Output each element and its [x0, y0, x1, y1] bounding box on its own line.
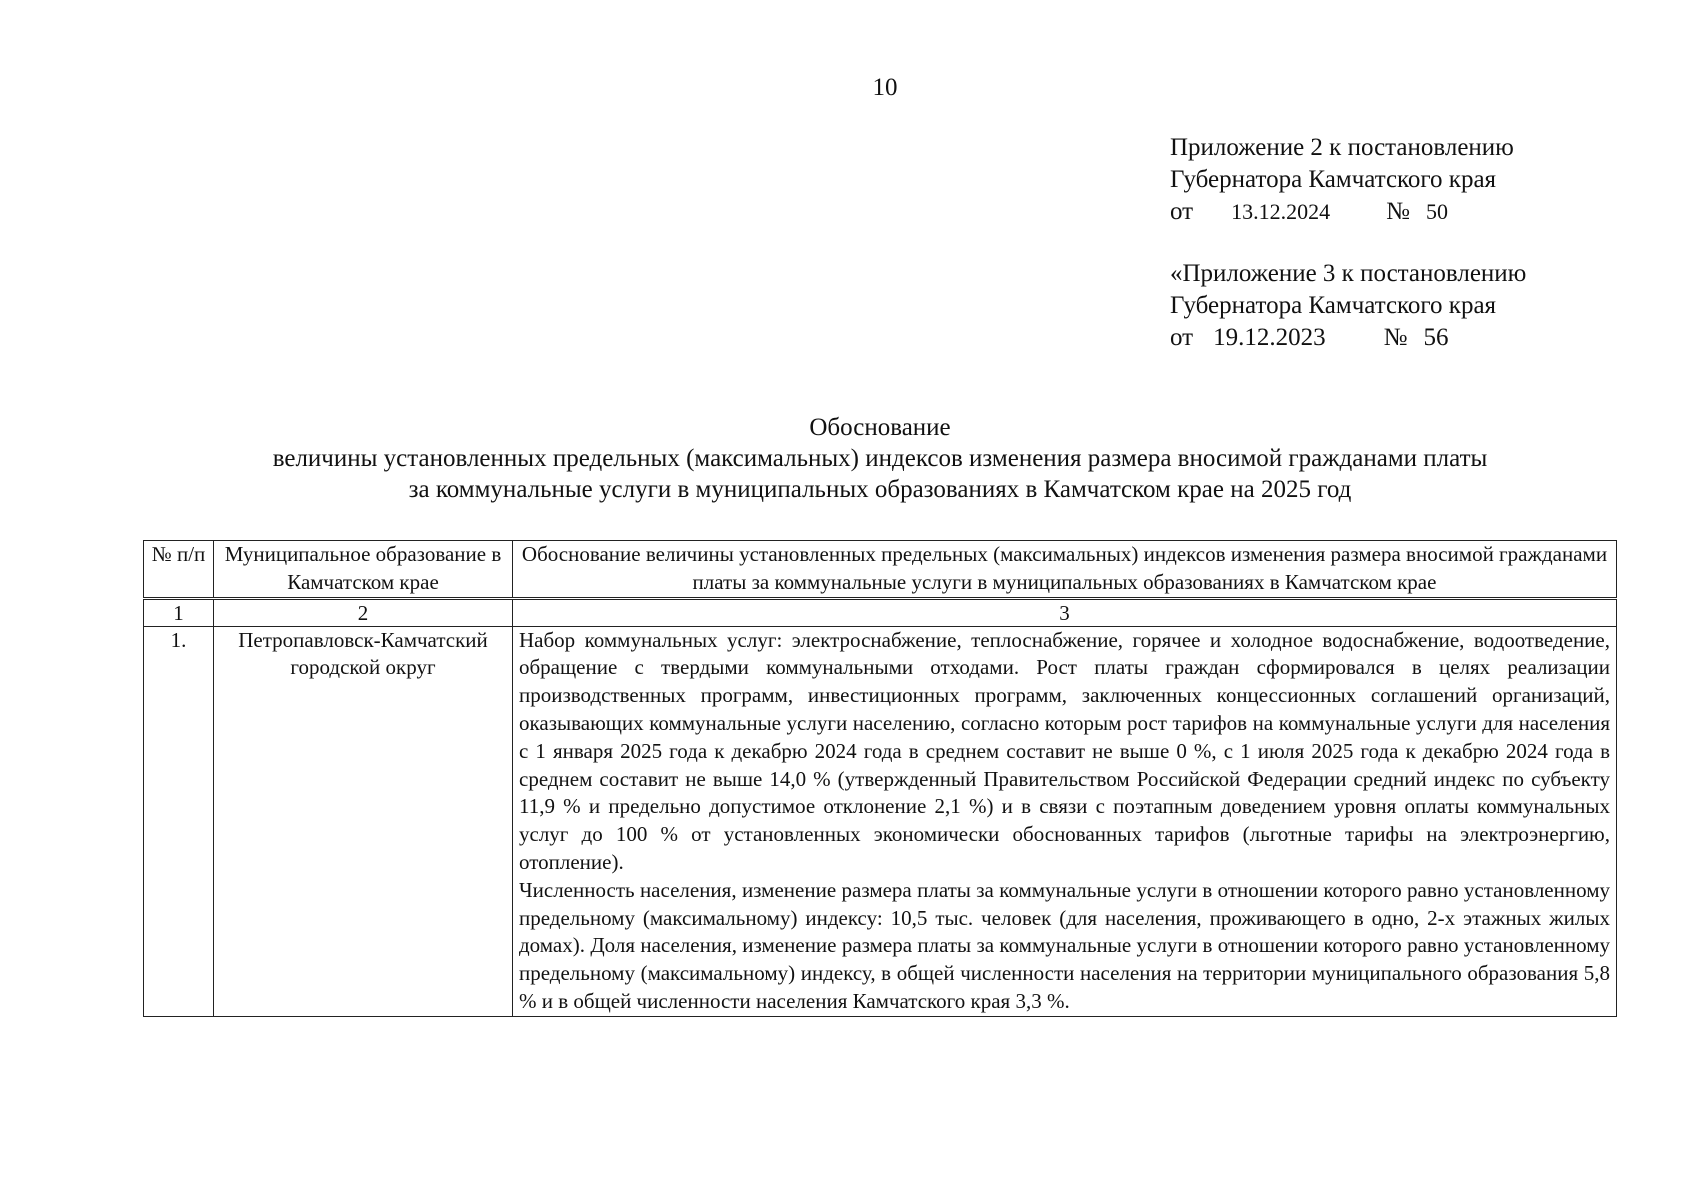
table-header-row	[144, 541, 1617, 599]
number-sign: №	[1386, 198, 1410, 225]
appendix-previous-line2: Губернатора Камчатского края	[1170, 292, 1497, 319]
appendix-current-line2: Губернатора Камчатского края	[1170, 166, 1497, 193]
column-index: 3	[513, 598, 1617, 626]
row-number: 1.	[144, 626, 214, 1016]
column-index-row	[144, 598, 1617, 626]
page-number: 10	[872, 74, 898, 101]
appendix-current-line1: Приложение 2 к постановлению	[1170, 134, 1514, 161]
table-row	[144, 626, 1617, 1016]
document-title	[140, 412, 1620, 505]
header-basis: Обоснование величины установленных предельных (максимальных) индексов изменения размера вносимой гражданами платы за коммунальные услуги в муниципальных образованиях в Камчатском крае	[513, 541, 1617, 599]
appendix-previous-line1: «Приложение 3 к постановлению	[1170, 260, 1527, 287]
title-line3: за коммунальные услуги в муниципальных образованиях в Камчатском крае на 2025 год	[408, 476, 1352, 503]
appendix-previous	[1170, 258, 1650, 354]
basis-paragraph-1: Набор коммунальных услуг: электроснабжение, теплоснабжение, горячее и холодное водоснабжение, водоотведение, обращение с твердыми коммунальными отходами. Рост платы граждан сформировался в целях реализации производственных программ, инвестиционных программ, заключенных концессионных соглашений организаций, оказывающих коммунальные услуги населению, согласно которым рост тарифов на коммунальные услуги для населения с 1 января 2025 года к декабрю 2024 года в среднем составит не выше 0 %, с 1 июля 2025 года к декабрю 2024 года в среднем составит не выше 14,0 % (утвержденный Правительством Российской Федерации средний индекс по субъекту 11,9 % и предельно допустимое отклонение 2,1 %) и в связи с поэтапным доведением уровня оплаты коммунальных услуг до 100 % от установленных экономически обоснованных тарифов (льготные тарифы на электроэнергию, отопление).	[519, 627, 1610, 874]
number-sign: №	[1383, 324, 1408, 351]
header-municipality: Муниципальное образование в Камчатском крае	[214, 541, 513, 599]
appendix-current-number: 50	[1425, 199, 1448, 224]
from-label: от	[1170, 324, 1194, 351]
appendix-previous-number: 56	[1423, 324, 1449, 351]
column-index: 1	[144, 598, 214, 626]
basis-paragraph-2: Численность населения, изменение размера платы за коммунальные услуги в отношении которого равно установленному предельному (максимальному) индексу: 10,5 тыс. человек (для населения, проживающего в одно, 2-х этажных жилых домах). Доля населения, изменение размера платы за коммунальные услуги в отношении которого равно установленному предельному (максимальному) индексу, в общей численности населения на территории муниципального образования 5,8 % и в общей численности населения Камчатского края 3,3 %.	[519, 877, 1610, 1013]
appendix-previous-date: 19.12.2023	[1213, 324, 1326, 351]
column-index: 2	[214, 598, 513, 626]
from-label: от	[1170, 198, 1194, 225]
title-line1: Обоснование	[809, 414, 951, 441]
basis-text	[513, 626, 1617, 1016]
municipality-name: Петропавловск-Камчатский городской округ	[214, 626, 513, 1016]
appendix-current-date-line	[1170, 196, 1650, 228]
justification-table	[143, 540, 1617, 1017]
appendix-current	[1170, 132, 1650, 228]
appendix-previous-date-line	[1170, 322, 1650, 354]
title-line2: величины установленных предельных (максимальных) индексов изменения размера вносимой гражданами платы	[272, 445, 1488, 472]
header-num: № п/п	[144, 541, 214, 599]
appendix-current-date: 13.12.2024	[1231, 199, 1331, 224]
